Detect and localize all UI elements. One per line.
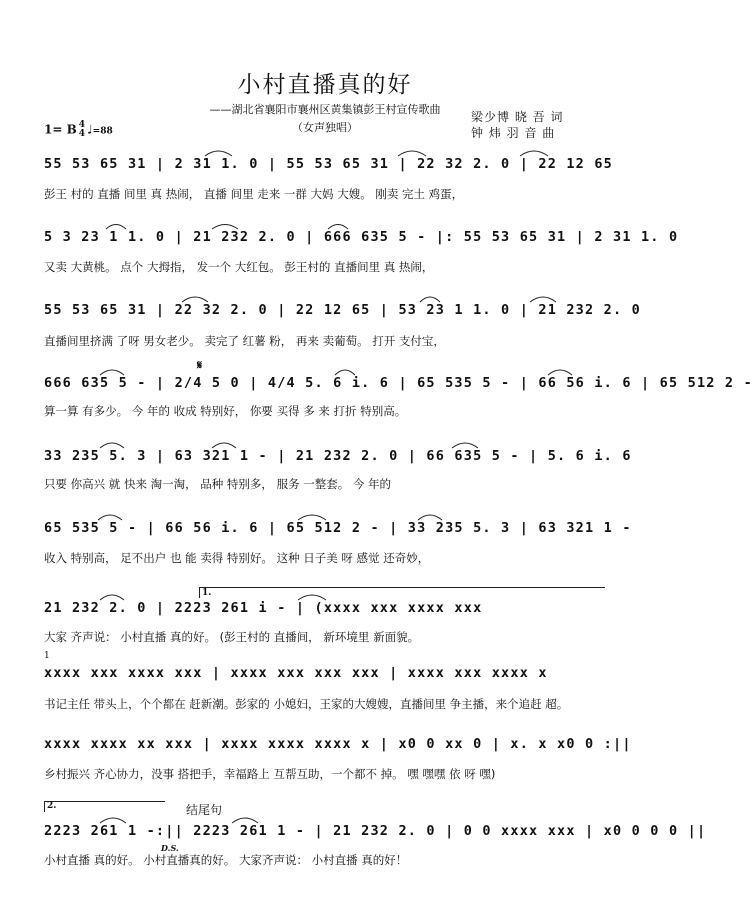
key-label: 1= B — [44, 122, 77, 137]
lyrics-line-4: 算一算 有多少。 今 年的 收成 特别好， 你要 买得 多 来 打折 特别高。 — [44, 404, 407, 418]
time-signature: 4 4 — [78, 120, 85, 139]
lyrics-line-7: 大家 齐声说： 小村直播 真的好。 (彭王村的 直播间， 新环境里 新面貌。 — [44, 630, 420, 644]
first-ending-number: 1. — [202, 588, 212, 598]
notation-line-6: 65 535 5 - | 66 56 i. 6 | 65 512 2 - | 33 235 5. 3 | 63 321 1 - — [44, 520, 632, 536]
notation-line-3: 55 53 65 31 | 22 32 2. 0 | 22 12 65 | 53 23 1 1. 0 | 21 232 2. 0 — [44, 302, 641, 318]
lyrics-line-3: 直播间里挤满 了呀 男女老少。 卖完了 红薯 粉， 再来 卖葡萄。 打开 支付宝， — [44, 334, 445, 348]
performance-type: （女声独唱） — [292, 121, 358, 134]
notation-line-7: 21 232 2. 0 | 2223 261 i - | (xxxx xxx xxxx xxx — [44, 600, 483, 616]
lyrics-line-8: 书记主任 带头上，个个都在 赶新潮。彭家的 小媳妇，王家的大嫂嫂，直播间里 争主播，来个追赶 超。 — [44, 697, 569, 711]
song-title: 小村直播真的好 — [237, 72, 413, 98]
line-marker: 1 — [44, 651, 50, 661]
notation-line-2: 5 3 23 1 1. 0 | 21 232 2. 0 | 666 635 5 - |: 55 53 65 31 | 2 31 1. 0 — [44, 229, 679, 245]
notation-line-8: xxxx xxx xxxx xxx | xxxx xxx xxx xxx | xxxx xxx xxxx x — [44, 665, 548, 681]
lyrics-line-1: 彭王 村的 直播 间里 真 热闹， 直播 间里 走来 一群 大妈 大嫂。 刚卖 完土 鸡蛋， — [44, 187, 464, 201]
composer-credit: 钟 炜 羽 音 曲 — [471, 126, 556, 140]
quarter-note-icon: ♩ — [87, 122, 93, 137]
ending-label: 结尾句 — [186, 803, 223, 817]
song-subtitle: ——湖北省襄阳市襄州区黄集镇彭王村宣传歌曲 — [209, 103, 441, 116]
notation-line-9: xxxx xxxx xx xxx | xxxx xxxx xxxx x | x0 0 xx 0 | x. x x0 0 :|| — [44, 736, 632, 752]
lyrics-line-6: 收入 特别高， 足不出户 也 能 卖得 特别好。 这种 日子美 呀 感觉 还奇妙， — [44, 551, 430, 565]
notation-line-1: 55 53 65 31 | 2 31 1. 0 | 55 53 65 31 | 22 32 2. 0 | 22 12 65 — [44, 156, 613, 172]
notation-line-5: 33 235 5. 3 | 63 321 1 - | 21 232 2. 0 | 66 635 5 - | 5. 6 i. 6 — [44, 448, 632, 464]
lyrics-line-9: 乡村振兴 齐心协力，没事 搭把手，幸福路上 互帮互助，一个都不 掉。 嘿 嘿嘿 依 呀 嘿) — [44, 767, 496, 781]
lyrics-line-5: 只要 你高兴 就 快来 淘一淘， 品种 特别多， 服务 一整套。 今 年的 — [44, 477, 392, 491]
notation-line-10: 2223 261 1 -:|| 2223 261 1 - | 21 232 2. 0 | 0 0 xxxx xxx | x0 0 0 0 || — [44, 823, 707, 839]
lyrics-line-2: 又卖 大黄桃。 点个 大拇指， 发一个 大红包。 彭王村的 直播间里 真 热闹， — [44, 260, 434, 274]
tempo: =88 — [92, 126, 113, 137]
second-ending-number: 2. — [47, 801, 57, 811]
lyrics-line-10: 小村直播 真的好。 小村直播真的好。 大家齐声说： 小村直播 真的好！ — [44, 853, 408, 867]
notation-line-4: 666 635 5 - | 2/4 5 0 | 4/4 5. 6 i. 6 | 65 535 5 - | 66 56 i. 6 | 65 512 2 - — [44, 375, 753, 391]
dal-segno-mark: D.S. — [161, 843, 179, 853]
segno-sign: 𝄋 — [197, 358, 203, 372]
lyricist-credit: 梁少博 晓 吾 词 — [471, 110, 564, 124]
